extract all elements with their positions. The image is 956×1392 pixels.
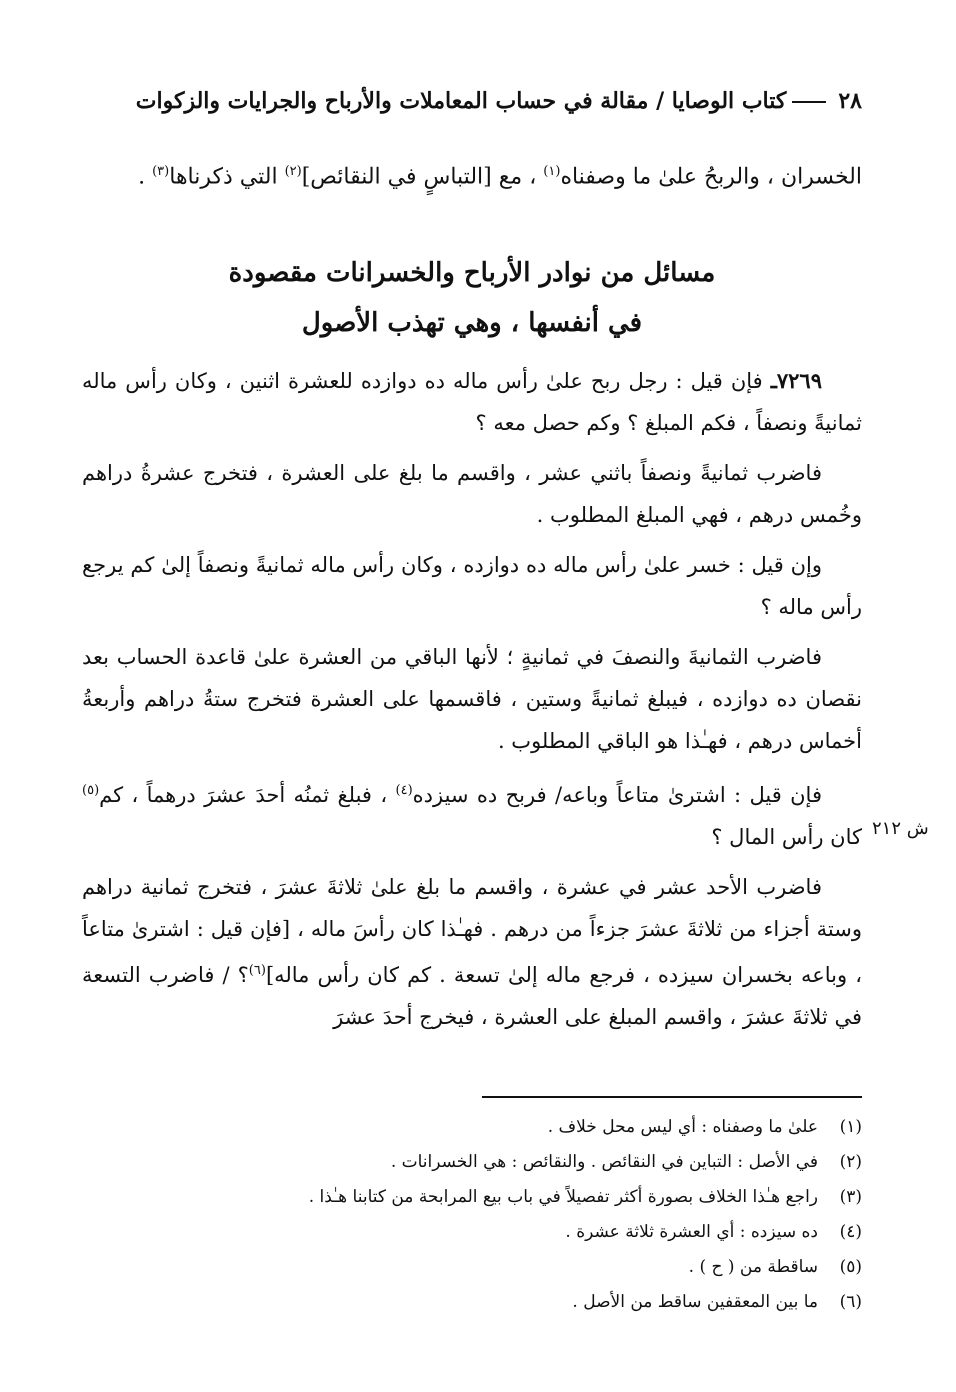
footnote-number: (٥) [839, 1257, 862, 1277]
footnote-text: راجع هـٰذا الخلاف بصورة أكثر تفصيلاً في باب بيع المرابحة من كتابنا هـٰذا . [308, 1187, 818, 1207]
header-title: كتاب الوصايا / مقالة في حساب المعاملات والأرباح والجرايات والزكوات [135, 88, 787, 114]
section-title [82, 248, 862, 348]
footnote-item [82, 1110, 862, 1145]
footnote-number: (٢) [839, 1152, 862, 1172]
footnote-ref-6: (٦) [248, 963, 266, 978]
footnote-item [82, 1285, 862, 1320]
footnote-ref-1: (١) [543, 164, 561, 179]
footnote-item [82, 1145, 862, 1180]
paragraph-7269 [82, 360, 862, 444]
footnote-text: ده سيزده : أي العشرة ثلاثة عشرة . [565, 1222, 818, 1242]
footnote-item [82, 1180, 862, 1215]
footnote-ref-3: (٣) [152, 164, 170, 179]
footnote-number: (٣) [839, 1187, 862, 1207]
footnote-ref-4: (٤) [395, 783, 413, 798]
body-text [82, 360, 862, 1046]
paragraph: فاضرب ثمانيةً ونصفاً باثني عشر ، واقسم ما بلغ على العشرة ، فتخرج عشرةُ دراهم وخُمس درهم ، فهي المبلغ المطلوب . [82, 461, 862, 527]
footnotes [82, 1110, 862, 1320]
continuation-text: الخسران ، والربحُ علىٰ ما وصفناه [560, 164, 862, 190]
footnote-text: ما بين المعقفين ساقط من الأصل . [572, 1292, 818, 1312]
footnote-item [82, 1215, 862, 1250]
section-title-line-1: مسائل من نوادر الأرباح والخسرانات مقصودة [228, 258, 716, 288]
section-title-line-2: في أنفسها ، وهي تهذب الأصول [301, 308, 643, 338]
paragraph-text: ، فبلغ ثمنُه أحدَ عشرَ درهماً ، كم [99, 783, 396, 807]
continuation-text: التي ذكرناها [169, 164, 285, 190]
footnote-item [82, 1250, 862, 1285]
paragraph: فاضرب الثمانيةَ والنصفَ في ثمانيةٍ ؛ لأنها الباقي من العشرة علىٰ قاعدة الحساب بعد نقصان ده دوازده ، فيبلغ ثمانيةً وستين ، فاقسمها على العشرة فتخرج ستةُ دراهم وأربعةُ أخماس درهم ، فهـٰذا هو الباقي المطلوب . [82, 645, 862, 753]
footnote-number: (٤) [839, 1222, 862, 1242]
footnote-number: (١) [839, 1117, 862, 1137]
paragraph-text: فإن قيل : رجل ربح علىٰ رأس ماله ده دوازده للعشرة اثنين ، وكان رأس ماله ثمانيةً ونصفاً ، فكم المبلغ ؟ وكم حصل معه ؟ [82, 369, 862, 435]
continuation-line [82, 150, 862, 199]
paragraph: وإن قيل : خسر علىٰ رأس ماله ده دوازده ، وكان رأس ماله ثمانيةً ونصفاً إلىٰ كم يرجع رأس ماله ؟ [82, 553, 862, 619]
footnote-divider [482, 1096, 862, 1098]
paragraph-text: كان رأس المال ؟ [711, 825, 862, 849]
paragraph [82, 770, 862, 858]
footnote-text: علىٰ ما وصفناه : أي ليس محل خلاف . [547, 1117, 818, 1137]
margin-note: ش ٢١٢ [872, 818, 929, 839]
header-dash [792, 101, 826, 103]
paragraph [82, 866, 862, 1038]
paragraph-text: ؟ / فاضرب التسعة في ثلاثةَ عشرَ ، واقسم المبلغ على العشرة ، فيخرج أحدَ عشرَ [82, 963, 862, 1029]
footnote-ref-2: (٢) [284, 164, 302, 179]
footnote-ref-5: (٥) [82, 783, 100, 798]
issue-number: ٧٢٦٩ـ [770, 368, 822, 393]
continuation-text: . [138, 164, 153, 190]
footnote-number: (٦) [839, 1292, 862, 1312]
footnote-text: ساقطة من ( ح ) . [688, 1257, 818, 1277]
running-header [82, 88, 862, 114]
paragraph-text: فإن قيل : اشترىٰ متاعاً وباعه/ فربح ده سيزده [412, 783, 822, 807]
page-number: ٢٨ [838, 88, 862, 114]
paragraph-text: فاضرب الأحد عشر في عشرة ، واقسم ما بلغ علىٰ ثلاثةَ عشرَ ، فتخرج ثمانية دراهم وستة أجزاء من ثلاثةَ عشرَ جزءاً من درهم . فهـٰذا كان رأسَ ماله ، [فإن قيل : اشترىٰ متاعاً ، وباعه بخسران سيزده ، فرجع ماله إلىٰ تسعة . كم كان رأس ماله] [82, 875, 862, 987]
footnote-text: في الأصل : التباين في النقائص . والنقائص : هي الخسرانات . [390, 1152, 818, 1172]
continuation-text: ، مع [التباسٍ في النقائص] [301, 164, 544, 190]
